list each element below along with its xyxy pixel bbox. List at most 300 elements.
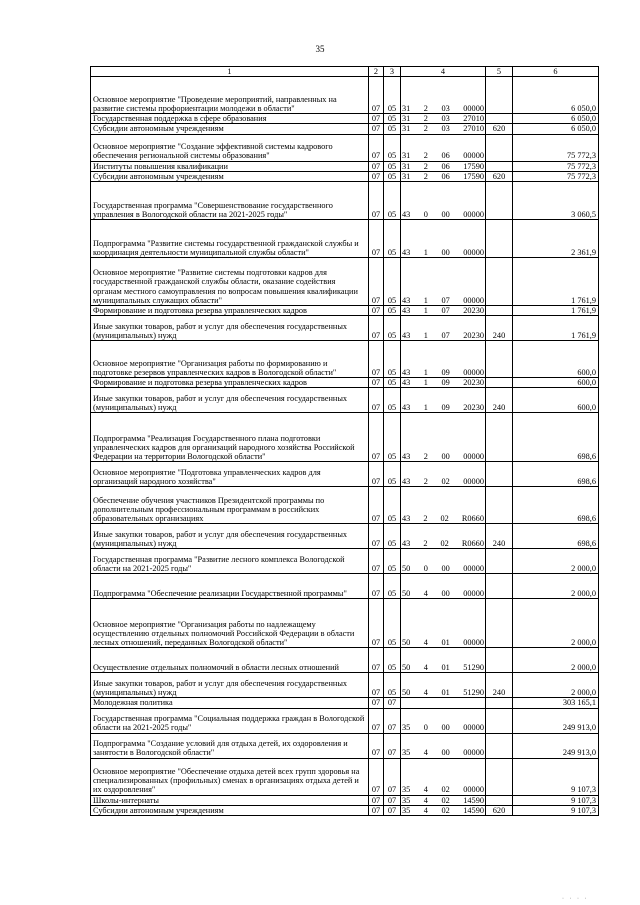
row-target-code [401, 733, 486, 758]
table-row [91, 114, 599, 124]
row-code-section: 07 [369, 708, 384, 733]
row-name: Формирование и подготовка резерва управленческих кадров [91, 378, 369, 388]
target-code-parts [402, 688, 484, 697]
code-part-om: 00 [441, 748, 450, 758]
row-sum: 9 107,3 [513, 805, 599, 815]
target-code-parts [402, 378, 484, 387]
code-part-dir: 27010 [463, 114, 484, 124]
row-code-subsection: 05 [384, 114, 401, 124]
table-row [91, 378, 599, 388]
row-expense-type: 620 [486, 171, 513, 181]
row-target-code [401, 114, 486, 124]
row-name: Формирование и подготовка резерва управленческих кадров [91, 306, 369, 316]
row-expense-type [486, 134, 513, 161]
code-part-sub: 4 [423, 785, 428, 795]
row-code-section: 07 [369, 161, 384, 171]
code-part-om: 06 [441, 161, 450, 171]
table-row [91, 388, 599, 413]
row-sum: 75 772,3 [513, 134, 599, 161]
row-sum: 698,6 [513, 413, 599, 462]
row-code-subsection: 05 [384, 648, 401, 673]
row-expense-type [486, 599, 513, 648]
page-number: 35 [315, 44, 325, 54]
code-part-dir: 17590 [463, 171, 484, 181]
table-row [91, 462, 599, 487]
row-code-subsection: 07 [384, 758, 401, 795]
table-row [91, 599, 599, 648]
row-code-subsection: 07 [384, 733, 401, 758]
row-code-section: 07 [369, 341, 384, 378]
code-part-prog: 31 [402, 114, 411, 124]
target-code-parts [402, 589, 484, 598]
row-target-code [401, 258, 486, 306]
code-part-prog: 43 [402, 539, 411, 549]
target-code-parts [402, 151, 484, 160]
row-target-code [401, 124, 486, 134]
code-part-prog: 43 [402, 331, 411, 341]
code-part-sub: 2 [423, 477, 428, 487]
target-code-parts [402, 124, 484, 133]
row-sum: 1 761,9 [513, 316, 599, 341]
row-sum: 2 000,0 [513, 648, 599, 673]
row-code-subsection: 05 [384, 258, 401, 306]
target-code-parts [402, 172, 484, 181]
row-name: Обеспечение обучения участников Президентской программы по дополнительным профессиональным программам в российских образовательных организациях [91, 487, 369, 524]
target-code-parts [402, 248, 484, 257]
row-expense-type [486, 574, 513, 599]
code-part-dir: 00000 [463, 638, 484, 648]
row-sum: 2 000,0 [513, 549, 599, 574]
code-part-sub: 2 [423, 124, 428, 134]
table-row [91, 341, 599, 378]
code-part-dir: 00000 [463, 247, 484, 257]
code-part-sub: 4 [423, 638, 428, 648]
row-target-code [401, 487, 486, 524]
code-part-dir: 00000 [463, 589, 484, 599]
row-sum: 249 913,0 [513, 708, 599, 733]
row-name: Иные закупки товаров, работ и услуг для обеспечения государственных (муниципальных) нужд [91, 524, 369, 549]
code-part-sub: 0 [423, 723, 428, 733]
row-code-section: 07 [369, 182, 384, 220]
row-code-section: 07 [369, 462, 384, 487]
row-sum: 698,6 [513, 524, 599, 549]
code-part-prog: 43 [402, 368, 411, 378]
header-cell: 2 [369, 67, 384, 77]
code-part-prog: 50 [402, 589, 411, 599]
row-target-code [401, 306, 486, 316]
code-part-dir: 00000 [463, 295, 484, 305]
target-code-parts [402, 723, 484, 732]
row-name: Школы-интернаты [91, 795, 369, 805]
row-code-section: 07 [369, 77, 384, 114]
row-name: Субсидии автономным учреждениям [91, 124, 369, 134]
row-sum: 698,6 [513, 462, 599, 487]
code-part-dir: 00000 [463, 151, 484, 161]
table-row [91, 171, 599, 181]
code-part-sub: 1 [423, 295, 428, 305]
row-code-subsection: 05 [384, 77, 401, 114]
target-code-parts [402, 514, 484, 523]
row-sum: 9 107,3 [513, 758, 599, 795]
row-target-code [401, 708, 486, 733]
row-code-section: 07 [369, 258, 384, 306]
code-part-om: 09 [441, 368, 450, 378]
row-expense-type [486, 378, 513, 388]
scan-artifact: · · · · [562, 896, 589, 902]
code-part-prog: 31 [402, 151, 411, 161]
row-name: Подпрограмма "Создание условий для отдыха детей, их оздоровления и занятости в Вологодской области" [91, 733, 369, 758]
code-part-dir: 51290 [463, 663, 484, 673]
row-target-code [401, 574, 486, 599]
header-cell: 1 [91, 67, 369, 77]
code-part-prog: 43 [402, 209, 411, 219]
code-part-prog: 50 [402, 688, 411, 698]
code-part-prog: 50 [402, 663, 411, 673]
row-name: Основное мероприятие "Организация работы по формированию и подготовке резервов управленческих кадров в Вологодской области" [91, 341, 369, 378]
row-expense-type [486, 258, 513, 306]
table-row [91, 708, 599, 733]
code-part-sub: 2 [423, 161, 428, 171]
code-part-sub: 1 [423, 247, 428, 257]
table-row [91, 758, 599, 795]
code-part-dir: 27010 [463, 124, 484, 134]
row-code-section: 07 [369, 171, 384, 181]
code-part-sub: 1 [423, 378, 428, 388]
row-sum: 3 060,5 [513, 182, 599, 220]
table-row [91, 524, 599, 549]
row-code-section: 07 [369, 733, 384, 758]
code-part-sub: 2 [423, 514, 428, 524]
table-row [91, 316, 599, 341]
row-target-code [401, 341, 486, 378]
code-part-prog: 35 [402, 795, 411, 805]
row-code-subsection: 05 [384, 487, 401, 524]
target-code-parts [402, 210, 484, 219]
code-part-dir: 20230 [463, 306, 484, 316]
target-code-parts [402, 638, 484, 647]
row-code-section: 07 [369, 388, 384, 413]
header-cell: 5 [486, 67, 513, 77]
row-target-code [401, 134, 486, 161]
code-part-om: 03 [441, 104, 450, 113]
row-name: Государственная программа "Социальная поддержка граждан в Вологодской области на 2021-2025 годы" [91, 708, 369, 733]
row-code-subsection: 07 [384, 708, 401, 733]
table-row [91, 134, 599, 161]
code-part-sub: 0 [423, 564, 428, 574]
row-name: Иные закупки товаров, работ и услуг для обеспечения государственных (муниципальных) нужд [91, 316, 369, 341]
table-row [91, 648, 599, 673]
row-sum: 1 761,9 [513, 258, 599, 306]
row-code-subsection: 05 [384, 462, 401, 487]
target-code-parts [402, 539, 484, 548]
row-sum: 303 165,1 [513, 698, 599, 708]
code-part-om: 07 [441, 306, 450, 316]
code-part-prog: 31 [402, 161, 411, 171]
code-part-prog: 35 [402, 805, 411, 815]
row-name: Основное мероприятие "Развитие системы подготовки кадров для государственной гражданской службы области, оказание содействия органам местного самоуправления по вопросам повышения квалификации муниципальных служащих области" [91, 258, 369, 306]
row-target-code [401, 599, 486, 648]
row-expense-type [486, 306, 513, 316]
row-target-code [401, 77, 486, 114]
row-sum: 2 361,9 [513, 220, 599, 258]
row-expense-type: 620 [486, 805, 513, 815]
row-name: Осуществление отдельных полномочий в области лесных отношений [91, 648, 369, 673]
code-part-prog: 43 [402, 247, 411, 257]
code-part-om: 02 [440, 514, 449, 524]
row-target-code [401, 648, 486, 673]
table-row [91, 124, 599, 134]
row-sum: 75 772,3 [513, 161, 599, 171]
row-sum: 698,6 [513, 487, 599, 524]
row-code-subsection: 05 [384, 599, 401, 648]
code-part-prog: 35 [402, 748, 411, 758]
target-code-parts [402, 162, 484, 171]
header-cell: 3 [384, 67, 401, 77]
code-part-om: 01 [441, 663, 450, 673]
code-part-dir: 00000 [463, 723, 484, 733]
row-code-subsection: 07 [384, 805, 401, 815]
target-code-parts [402, 785, 484, 794]
row-expense-type [486, 758, 513, 795]
code-part-om: 07 [441, 331, 450, 341]
code-part-om: 02 [441, 795, 450, 805]
row-target-code [401, 673, 486, 698]
row-expense-type: 620 [486, 124, 513, 134]
row-name: Подпрограмма "Реализация Государственного плана подготовки управленческих кадров для организаций народного хозяйства Российской Федерации на территории Вологодской области" [91, 413, 369, 462]
code-part-om: 02 [441, 805, 450, 815]
target-code-parts [402, 796, 484, 805]
row-name: Государственная программа "Развитие лесного комплекса Вологодской области на 2021-2025 годы" [91, 549, 369, 574]
code-part-sub: 1 [423, 331, 428, 341]
row-code-subsection: 05 [384, 171, 401, 181]
code-part-sub: 1 [423, 306, 428, 316]
row-sum: 6 050,0 [513, 77, 599, 114]
row-code-subsection: 05 [384, 378, 401, 388]
code-part-om: 01 [441, 638, 450, 648]
code-part-om: 06 [441, 171, 450, 181]
code-part-om: 00 [441, 589, 450, 599]
code-part-sub: 2 [423, 151, 428, 161]
code-part-prog: 43 [402, 378, 411, 388]
code-part-prog: 31 [402, 104, 411, 113]
row-target-code [401, 171, 486, 181]
row-code-section: 07 [369, 487, 384, 524]
row-name: Молодежная политика [91, 698, 369, 708]
row-name: Институты повышения квалификации [91, 161, 369, 171]
target-code-parts [402, 663, 484, 672]
target-code-parts [402, 306, 484, 315]
code-part-sub: 2 [423, 114, 428, 124]
row-name: Иные закупки товаров, работ и услуг для обеспечения государственных (муниципальных) нужд [91, 388, 369, 413]
row-target-code [401, 378, 486, 388]
code-part-om: 03 [441, 124, 450, 134]
code-part-dir: R0660 [461, 514, 484, 524]
row-code-section: 07 [369, 574, 384, 599]
code-part-sub: 4 [423, 688, 428, 698]
row-code-subsection: 05 [384, 124, 401, 134]
row-code-section: 07 [369, 673, 384, 698]
row-target-code [401, 161, 486, 171]
row-name: Основное мероприятие "Организация работы по надлежащему осуществлению отдельных полномочий Российской Федерации в области лесных отношений, переданных Вологодской области" [91, 599, 369, 648]
code-part-dir: 00000 [463, 452, 484, 462]
code-part-dir: 14590 [463, 795, 484, 805]
row-expense-type [486, 77, 513, 114]
code-part-sub: 4 [423, 663, 428, 673]
table-row [91, 549, 599, 574]
row-code-section: 07 [369, 134, 384, 161]
code-part-sub: 4 [423, 589, 428, 599]
row-expense-type [486, 795, 513, 805]
row-sum: 6 050,0 [513, 124, 599, 134]
table-row [91, 698, 599, 708]
row-sum: 9 107,3 [513, 795, 599, 805]
code-part-om: 02 [441, 477, 450, 487]
row-name: Государственная поддержка в сфере образования [91, 114, 369, 124]
row-code-subsection: 07 [384, 795, 401, 805]
row-code-subsection: 05 [384, 574, 401, 599]
row-target-code [401, 758, 486, 795]
budget-table [90, 66, 599, 816]
code-part-sub: 4 [423, 805, 428, 815]
row-code-subsection: 05 [384, 524, 401, 549]
code-part-prog: 43 [402, 452, 411, 462]
code-part-om: 00 [441, 452, 450, 462]
row-expense-type [486, 733, 513, 758]
row-code-section: 07 [369, 378, 384, 388]
row-name: Подпрограмма "Обеспечение реализации Государственной программы" [91, 574, 369, 599]
row-expense-type [486, 648, 513, 673]
target-code-parts [402, 477, 484, 486]
row-code-subsection: 05 [384, 549, 401, 574]
row-code-section: 07 [369, 220, 384, 258]
row-sum: 1 761,9 [513, 306, 599, 316]
row-code-section: 07 [369, 124, 384, 134]
row-expense-type [486, 413, 513, 462]
target-code-parts [402, 806, 484, 815]
row-code-subsection: 05 [384, 182, 401, 220]
row-name: Субсидии автономным учреждениям [91, 171, 369, 181]
table-row [91, 795, 599, 805]
row-expense-type [486, 341, 513, 378]
row-name: Иные закупки товаров, работ и услуг для обеспечения государственных (муниципальных) нужд [91, 673, 369, 698]
header-cell: 6 [513, 67, 599, 77]
row-code-subsection: 05 [384, 413, 401, 462]
code-part-dir: 00000 [463, 564, 484, 574]
row-expense-type [486, 220, 513, 258]
code-part-dir: R0660 [461, 539, 484, 549]
row-code-subsection: 05 [384, 341, 401, 378]
code-part-dir: 17590 [463, 161, 484, 171]
row-code-section: 07 [369, 524, 384, 549]
row-target-code [401, 462, 486, 487]
code-part-om: 00 [441, 564, 450, 574]
row-expense-type [486, 487, 513, 524]
table-row [91, 733, 599, 758]
code-part-dir: 00000 [463, 368, 484, 378]
row-code-subsection: 05 [384, 388, 401, 413]
row-name: Основное мероприятие "Обеспечение отдыха детей всех групп здоровья на специализированных (профильных) сменах в организациях отдыха детей и их оздоровления" [91, 758, 369, 795]
table-row [91, 673, 599, 698]
target-code-parts [402, 452, 484, 461]
row-code-subsection: 07 [384, 698, 401, 708]
code-part-sub: 2 [423, 539, 428, 549]
code-part-om: 00 [441, 247, 450, 257]
target-code-parts [402, 104, 484, 113]
code-part-sub: 4 [423, 748, 428, 758]
table-row [91, 220, 599, 258]
row-code-section: 07 [369, 648, 384, 673]
row-code-subsection: 05 [384, 161, 401, 171]
row-expense-type: 240 [486, 673, 513, 698]
code-part-dir: 51290 [463, 688, 484, 698]
code-part-dir: 14590 [463, 805, 484, 815]
code-part-dir: 20230 [463, 403, 484, 413]
row-expense-type: 240 [486, 524, 513, 549]
target-code-parts [402, 114, 484, 123]
row-expense-type [486, 182, 513, 220]
code-part-dir: 00000 [463, 209, 484, 219]
row-expense-type [486, 114, 513, 124]
code-part-prog: 35 [402, 723, 411, 733]
code-part-sub: 1 [423, 368, 428, 378]
table-row [91, 487, 599, 524]
target-code-parts [402, 368, 484, 377]
header-row [91, 67, 599, 77]
code-part-prog: 43 [402, 295, 411, 305]
row-sum: 2 000,0 [513, 574, 599, 599]
row-sum: 2 000,0 [513, 673, 599, 698]
row-expense-type [486, 708, 513, 733]
header-cell: 4 [401, 67, 486, 77]
row-target-code [401, 795, 486, 805]
row-sum: 600,0 [513, 378, 599, 388]
code-part-prog: 43 [402, 477, 411, 487]
table-body [91, 77, 599, 816]
table-row [91, 161, 599, 171]
code-part-sub: 4 [423, 795, 428, 805]
row-code-subsection: 05 [384, 316, 401, 341]
target-code-parts [402, 296, 484, 305]
row-target-code [401, 316, 486, 341]
row-sum: 6 050,0 [513, 114, 599, 124]
row-name: Государственная программа "Совершенствование государственного управления в Вологодской области на 2021-2025 годы" [91, 182, 369, 220]
row-expense-type [486, 161, 513, 171]
row-name: Основное мероприятие "Создание эффективной системы кадрового обеспечения региональной системы образования" [91, 134, 369, 161]
row-target-code [401, 413, 486, 462]
row-code-section: 07 [369, 114, 384, 124]
code-part-sub: 2 [423, 104, 428, 113]
row-code-section: 07 [369, 316, 384, 341]
code-part-om: 09 [441, 378, 450, 388]
table-row [91, 182, 599, 220]
table-row [91, 805, 599, 815]
row-target-code [401, 805, 486, 815]
row-target-code [401, 524, 486, 549]
code-part-dir: 00000 [463, 785, 484, 795]
row-code-subsection: 05 [384, 673, 401, 698]
code-part-sub: 0 [423, 209, 428, 219]
row-code-section: 07 [369, 795, 384, 805]
code-part-prog: 43 [402, 514, 411, 524]
code-part-dir: 20230 [463, 378, 484, 388]
code-part-prog: 43 [402, 403, 411, 413]
row-sum: 75 772,3 [513, 171, 599, 181]
row-code-section: 07 [369, 758, 384, 795]
code-part-sub: 2 [423, 171, 428, 181]
row-code-subsection: 05 [384, 134, 401, 161]
row-sum: 2 000,0 [513, 599, 599, 648]
row-code-section: 07 [369, 698, 384, 708]
